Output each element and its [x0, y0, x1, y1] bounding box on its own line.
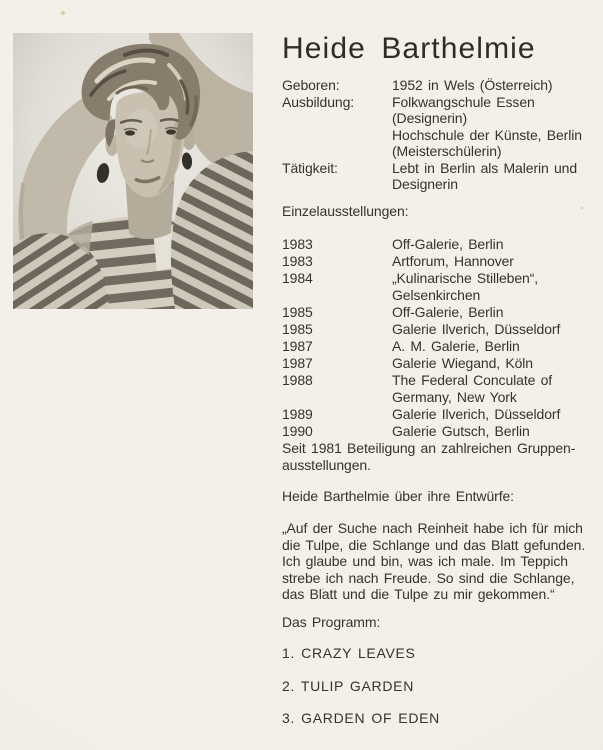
- exhibition-venue: [392, 304, 595, 321]
- program-heading: Das Programm:: [282, 614, 381, 630]
- artist-quote: [282, 520, 585, 603]
- exhibition-row: [282, 423, 595, 440]
- exhibition-venue-line: Off-Galerie, Berlin: [392, 236, 504, 252]
- exhibition-venue-line: A. M. Galerie, Berlin: [392, 338, 520, 354]
- exhibition-venue: [392, 406, 595, 423]
- bio-value-line: Designerin: [392, 176, 458, 192]
- exhibition-row: [282, 406, 595, 423]
- bio-label: Ausbildung:: [282, 93, 355, 110]
- exhibition-row: [282, 253, 595, 270]
- exhibition-year: 1987: [282, 338, 313, 354]
- text-column: [282, 0, 595, 750]
- program-item: 2. TULIP GARDEN: [282, 677, 415, 694]
- bio-label: Geboren:: [282, 77, 340, 93]
- quote-heading: Heide Barthelmie über ihre Entwürfe:: [282, 488, 514, 504]
- exhibition-row: [282, 372, 595, 406]
- exhibition-row: [282, 321, 595, 338]
- bio-value-line: 1952 in Wels (Österreich): [392, 77, 553, 93]
- exhibitions-list: [282, 236, 595, 440]
- exhibition-venue: [392, 338, 595, 355]
- exhibition-venue-line: Galerie Gutsch, Berlin: [392, 423, 530, 439]
- exhibition-venue-line: Gelsenkirchen: [392, 287, 481, 303]
- bio-value-line: Folkwangschule Essen: [392, 93, 535, 110]
- photo-grain: [13, 33, 253, 309]
- exhibition-venue-line: Germany, New York: [392, 389, 517, 405]
- exhibition-row: [282, 236, 595, 253]
- group-exhibitions-note-line: ausstellungen.: [282, 457, 371, 473]
- exhibition-row: [282, 338, 595, 355]
- exhibition-venue-line: Galerie Ilverich, Düsseldorf: [392, 406, 561, 422]
- exhibition-venue-line: The Federal Conculate of: [392, 372, 553, 388]
- portrait-photo: [13, 33, 253, 309]
- exhibition-venue: [392, 270, 595, 304]
- group-exhibitions-note-line: Seit 1981 Beteiligung an zahlreichen Gruppen-: [282, 440, 576, 456]
- program-list: [282, 645, 440, 743]
- bio-value: [392, 77, 595, 94]
- bio-info: [282, 77, 595, 193]
- exhibition-year: 1984: [282, 270, 313, 286]
- exhibition-venue: [392, 355, 595, 372]
- bio-value-line: (Designerin): [392, 110, 468, 126]
- bio-row: [282, 94, 595, 160]
- group-exhibitions-note: [282, 440, 575, 474]
- exhibition-year: 1983: [282, 236, 313, 252]
- exhibition-venue-line: „Kulinarische Stilleben“,: [392, 270, 539, 286]
- exhibition-venue-line: Artforum, Hannover: [392, 253, 514, 269]
- exhibition-venue: [392, 372, 595, 406]
- exhibition-venue-line: Galerie Wiegand, Köln: [392, 355, 533, 371]
- artist-quote-line: strebe ich nach Freude. So sind die Schlange,: [282, 569, 575, 586]
- program-item: 1. CRAZY LEAVES: [282, 645, 416, 661]
- bio-value-line: Hochschule der Künste, Berlin: [392, 126, 582, 143]
- exhibition-year: 1988: [282, 372, 313, 388]
- exhibition-venue: [392, 423, 595, 440]
- exhibition-year: 1987: [282, 355, 313, 371]
- exhibition-venue: [392, 236, 595, 253]
- bio-row: [282, 77, 595, 94]
- exhibition-venue: [392, 253, 595, 270]
- portrait-photo-illustration: [13, 33, 253, 309]
- bio-row: [282, 160, 595, 193]
- bio-label: Tätigkeit:: [282, 159, 338, 176]
- page-title: Heide Barthelmie: [282, 32, 536, 65]
- exhibition-row: [282, 355, 595, 372]
- exhibition-row: [282, 304, 595, 321]
- bio-value-line: (Meisterschülerin): [392, 143, 502, 159]
- exhibition-year: 1983: [282, 253, 313, 269]
- artist-quote-line: das Blatt und die Tulpe zu mir gekommen.“: [282, 586, 555, 602]
- exhibition-row: [282, 270, 595, 304]
- exhibition-year: 1985: [282, 304, 313, 320]
- exhibition-year: 1989: [282, 406, 313, 422]
- exhibition-venue-line: Galerie Ilverich, Düsseldorf: [392, 321, 561, 337]
- exhibition-venue-line: Off-Galerie, Berlin: [392, 304, 504, 320]
- exhibition-year: 1990: [282, 423, 313, 439]
- bio-value-line: Lebt in Berlin als Malerin und: [392, 159, 578, 176]
- artist-quote-line: Ich glaube und bin, was ich male. Im Teppich: [282, 553, 568, 569]
- exhibition-venue: [392, 321, 595, 338]
- artist-quote-line: die Tulpe, die Schlange und das Blatt gefunden.: [282, 536, 586, 553]
- program-item: 3. GARDEN OF EDEN: [282, 710, 440, 726]
- artist-quote-line: „Auf der Suche nach Reinheit habe ich für mich: [282, 520, 583, 536]
- bio-value: [392, 160, 595, 193]
- bio-value: [392, 94, 595, 160]
- exhibitions-heading: Einzelausstellungen:: [282, 203, 409, 219]
- exhibition-year: 1985: [282, 321, 313, 337]
